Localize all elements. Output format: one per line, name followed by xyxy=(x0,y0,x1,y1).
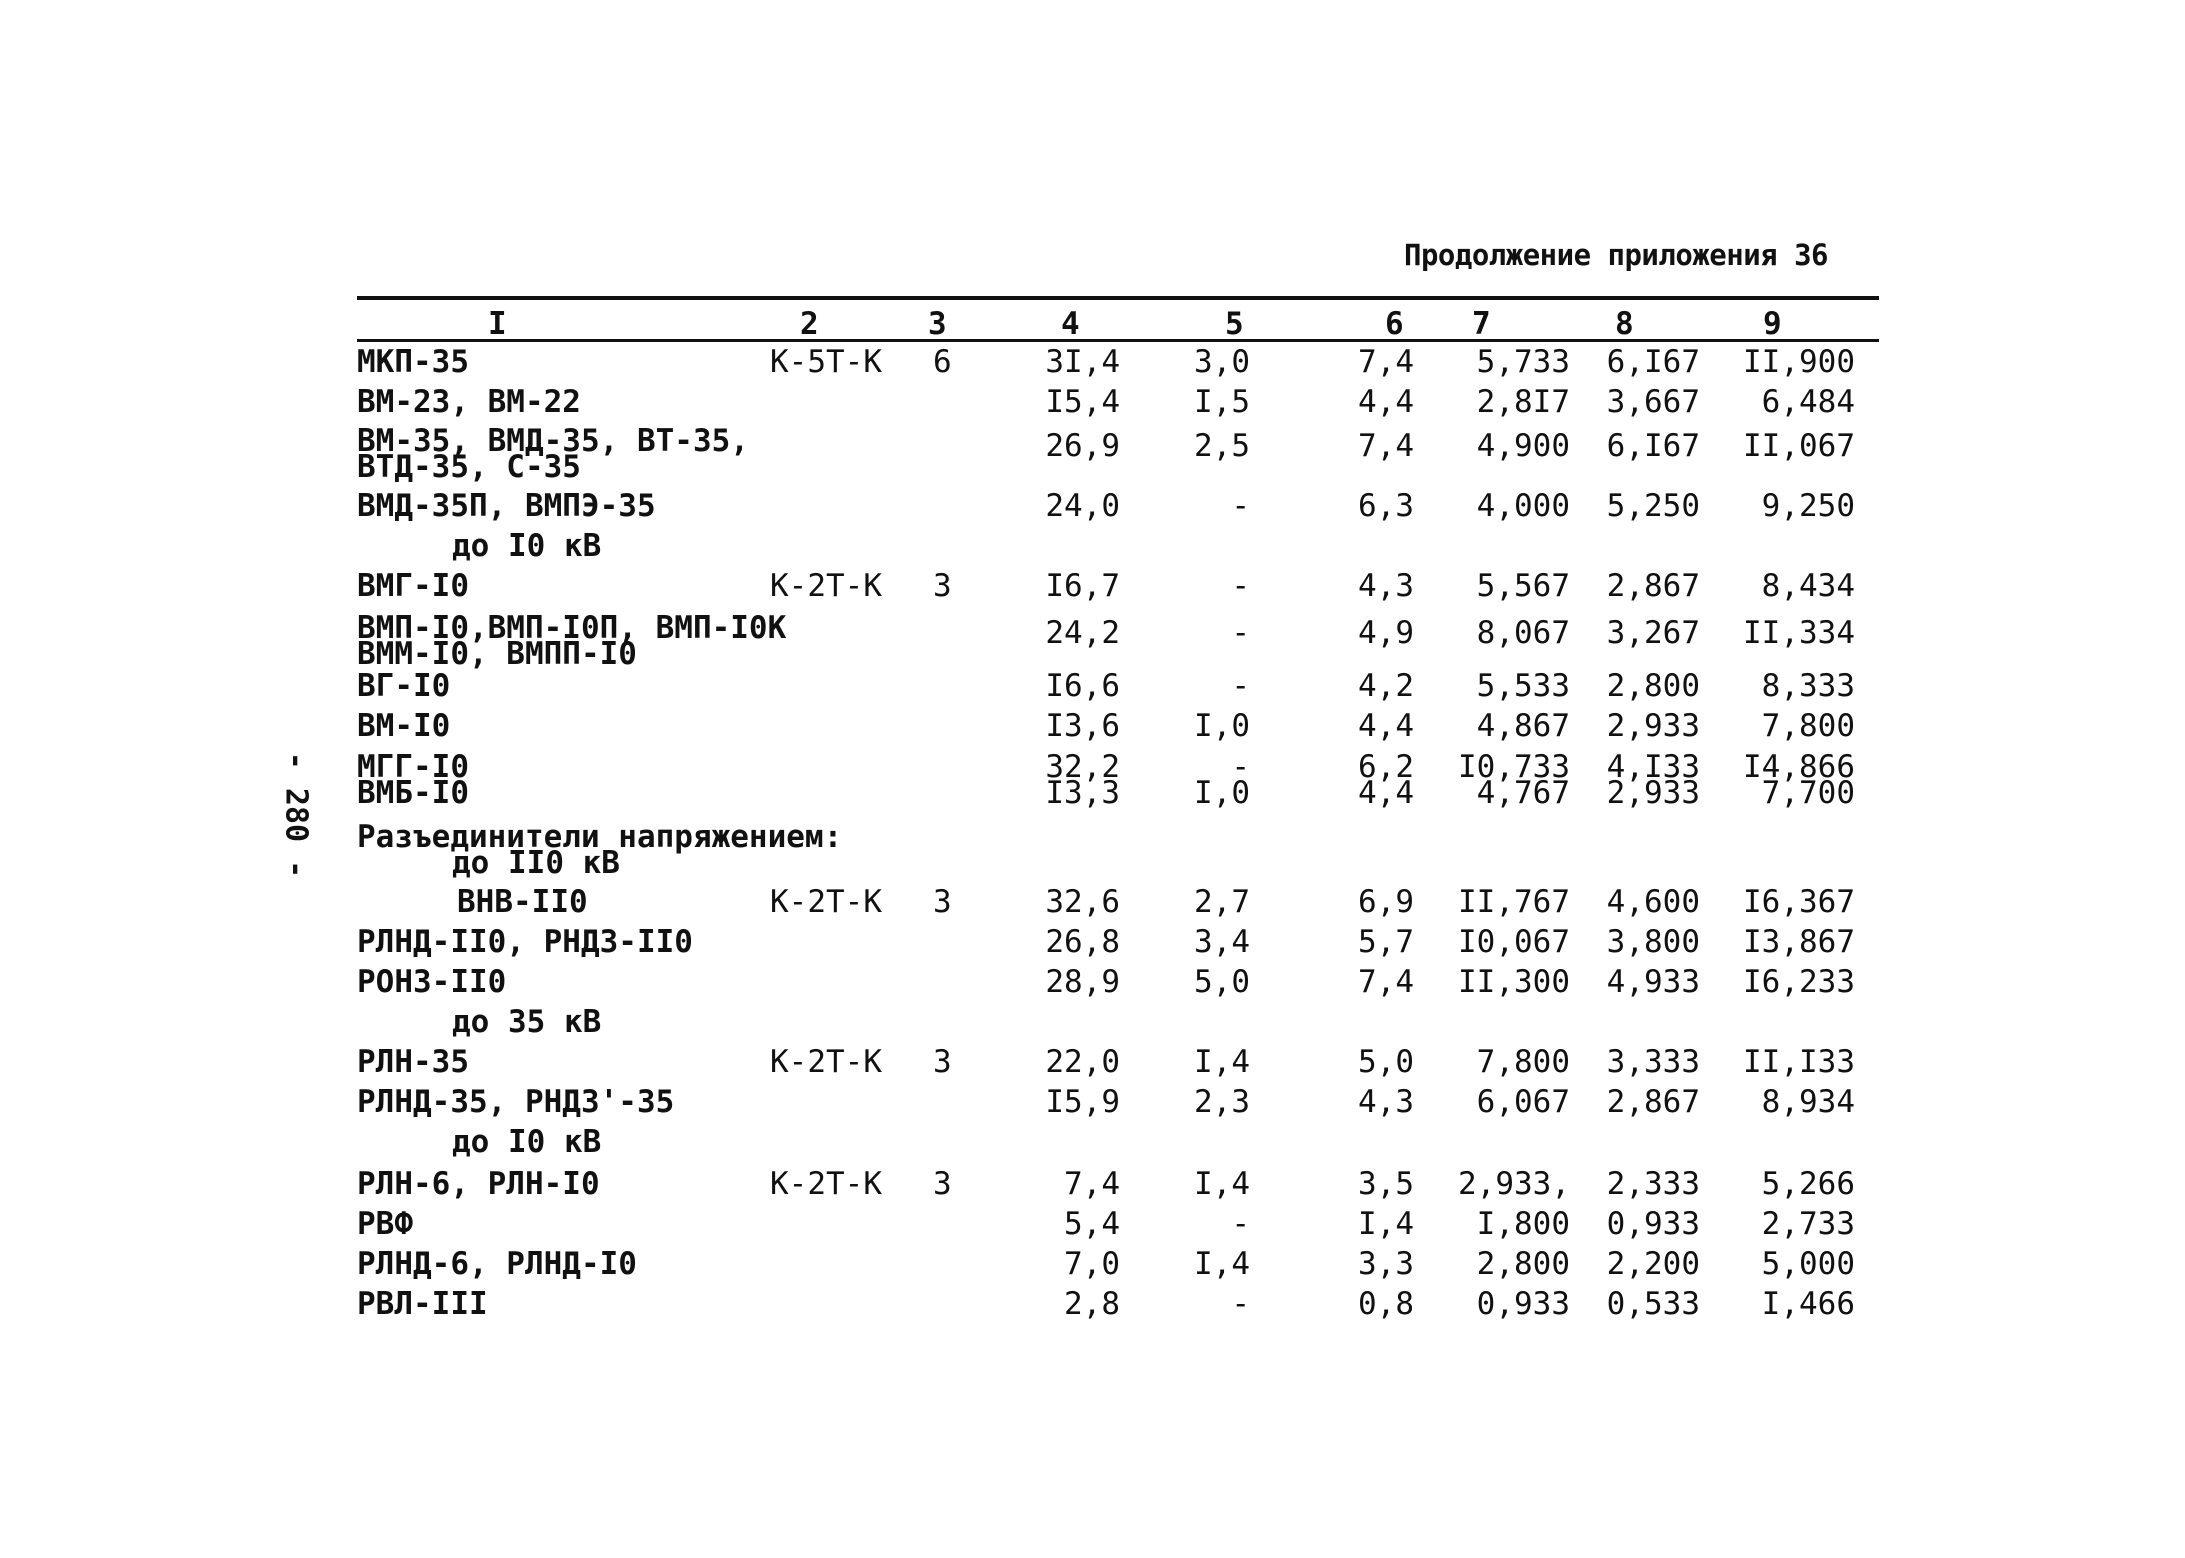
header-col-6: 6 xyxy=(1385,306,1404,342)
cell-unit: К-2Т-К xyxy=(770,568,882,604)
cell-col6: 3,5 xyxy=(1358,1166,1414,1202)
cell-col6: 4,2 xyxy=(1358,668,1414,704)
table-row xyxy=(0,528,2185,572)
cell-col6: 5,7 xyxy=(1358,924,1414,960)
cell-col5: 2,5 xyxy=(1194,428,1250,464)
table-row xyxy=(0,668,2185,712)
table-row xyxy=(0,488,2185,532)
cell-col9: 5,266 xyxy=(1761,1166,1855,1202)
cell-col5: 5,0 xyxy=(1194,964,1250,1000)
cell-col9: II,334 xyxy=(1743,615,1855,651)
cell-unit: К-5Т-К xyxy=(770,344,882,380)
cell-col5: - xyxy=(1231,668,1250,704)
cell-col4: 32,2 I3,3 xyxy=(1045,749,1120,811)
cell-col6: 6,9 xyxy=(1358,884,1414,920)
table-row xyxy=(0,819,2185,881)
table-row xyxy=(0,1246,2185,1290)
cell-col6: I,4 xyxy=(1358,1206,1414,1242)
cell-col9: 8,934 xyxy=(1761,1084,1855,1120)
cell-col9: 8,434 xyxy=(1761,568,1855,604)
cell-col7: 2,800 xyxy=(1476,1246,1570,1282)
table-row xyxy=(0,708,2185,752)
cell-col7: I,800 xyxy=(1476,1206,1570,1242)
cell-col6: 6,3 xyxy=(1358,488,1414,524)
cell-col7: 5,733 xyxy=(1476,344,1570,380)
cell-col4: 24,0 xyxy=(1045,488,1120,524)
cell-unit: К-2Т-К xyxy=(770,884,882,920)
cell-col5: 3,4 xyxy=(1194,924,1250,960)
header-col-4: 4 xyxy=(1061,306,1080,342)
cell-col7: II,767 xyxy=(1458,884,1570,920)
header-col-2: 2 xyxy=(800,306,819,342)
cell-type: МКП-35 xyxy=(357,344,469,380)
cell-col8: 3,333 xyxy=(1606,1044,1700,1080)
cell-col7: 8,067 xyxy=(1476,615,1570,651)
cell-col9: I,466 xyxy=(1761,1286,1855,1322)
cell-col7: I0,733 4,767 xyxy=(1458,749,1570,811)
cell-col4: 22,0 xyxy=(1045,1044,1120,1080)
cell-col5: - xyxy=(1231,1286,1250,1322)
table-row xyxy=(0,423,2185,485)
cell-type xyxy=(357,819,843,881)
cell-type: РЛН-6, РЛН-I0 xyxy=(357,1166,600,1202)
table-row xyxy=(0,1286,2185,1330)
cell-col9: 2,733 xyxy=(1761,1206,1855,1242)
cell-type: РВЛ-III xyxy=(357,1286,488,1322)
table-row xyxy=(0,964,2185,1008)
cell-count: 3 xyxy=(933,884,952,920)
cell-type: до 35 кВ xyxy=(452,1004,602,1040)
cell-col9: 8,333 xyxy=(1761,668,1855,704)
table-row xyxy=(0,924,2185,968)
cell-col7: 2,8I7 xyxy=(1476,384,1570,420)
cell-col4: 26,8 xyxy=(1045,924,1120,960)
header-col-3: 3 xyxy=(928,306,947,342)
cell-type: РЛНД-6, РЛНД-I0 xyxy=(357,1246,637,1282)
cell-type: ВНВ-II0 xyxy=(457,884,588,920)
cell-col9: I4,866 7,700 xyxy=(1743,749,1855,811)
table-row xyxy=(0,1084,2185,1128)
cell-col8: 2,933 xyxy=(1606,708,1700,744)
table-row xyxy=(0,610,2185,672)
header-col-8: 8 xyxy=(1615,306,1634,342)
cell-col7: 0,933 xyxy=(1476,1286,1570,1322)
cell-col4: I3,6 xyxy=(1045,708,1120,744)
cell-col6: 7,4 xyxy=(1358,344,1414,380)
cell-col4: 32,6 xyxy=(1045,884,1120,920)
cell-type: РЛНД-II0, РНДЗ-II0 xyxy=(357,924,693,960)
cell-col5: I,4 xyxy=(1194,1044,1250,1080)
cell-col6: 4,3 xyxy=(1358,568,1414,604)
cell-col5: I,4 xyxy=(1194,1166,1250,1202)
table-row xyxy=(0,884,2185,928)
cell-col8: 2,867 xyxy=(1606,1084,1700,1120)
table-top-rule xyxy=(357,296,1879,300)
header-col-1: I xyxy=(488,306,507,342)
cell-col9: I6,233 xyxy=(1743,964,1855,1000)
table-row xyxy=(0,1044,2185,1088)
cell-col4: I6,6 xyxy=(1045,668,1120,704)
cell-col8: 4,I33 2,933 xyxy=(1606,749,1700,811)
cell-col4: 26,9 xyxy=(1045,428,1120,464)
cell-col5: - xyxy=(1231,488,1250,524)
cell-col9: II,I33 xyxy=(1743,1044,1855,1080)
cell-unit: К-2Т-К xyxy=(770,1044,882,1080)
cell-col9: 5,000 xyxy=(1761,1246,1855,1282)
cell-col4: 7,0 xyxy=(1064,1246,1120,1282)
cell-col5: - xyxy=(1231,1206,1250,1242)
cell-col4: I6,7 xyxy=(1045,568,1120,604)
cell-col6: 4,4 xyxy=(1358,384,1414,420)
cell-col9: II,067 xyxy=(1743,428,1855,464)
cell-type: до I0 кВ xyxy=(452,1124,602,1160)
cell-col4: 3I,4 xyxy=(1045,344,1120,380)
table-row xyxy=(0,384,2185,428)
cell-count: 3 xyxy=(933,1044,952,1080)
cell-col7: 2,933, xyxy=(1458,1166,1570,1202)
cell-col8: 6,I67 xyxy=(1606,428,1700,464)
cell-col6: 7,4 xyxy=(1358,964,1414,1000)
cell-count: 3 xyxy=(933,568,952,604)
table-row xyxy=(0,1004,2185,1048)
header-col-9: 9 xyxy=(1763,306,1782,342)
cell-col9: 9,250 xyxy=(1761,488,1855,524)
cell-col5: - I,0 xyxy=(1194,749,1250,811)
page-number: - 280 - xyxy=(278,751,314,879)
cell-col8: 6,I67 xyxy=(1606,344,1700,380)
cell-count: 6 xyxy=(933,344,952,380)
table-row xyxy=(0,1166,2185,1210)
cell-type: до I0 кВ xyxy=(452,528,602,564)
cell-col4: 24,2 xyxy=(1045,615,1120,651)
cell-col7: 6,067 xyxy=(1476,1084,1570,1120)
cell-col9: II,900 xyxy=(1743,344,1855,380)
cell-type: РЛН-35 xyxy=(357,1044,469,1080)
cell-col7: 4,900 xyxy=(1476,428,1570,464)
cell-col5: 3,0 xyxy=(1194,344,1250,380)
cell-col7: I0,067 xyxy=(1458,924,1570,960)
cell-col4: 28,9 xyxy=(1045,964,1120,1000)
cell-type: ВМП-I0,ВМП-I0П, ВМП-I0К ВММ-I0, ВМПП-I0 xyxy=(357,610,787,672)
continuation-caption: Продолжение приложения 36 xyxy=(1404,238,1828,272)
cell-col8: 5,250 xyxy=(1606,488,1700,524)
cell-col8: 2,867 xyxy=(1606,568,1700,604)
cell-col6: 7,4 xyxy=(1358,428,1414,464)
cell-col8: 2,800 xyxy=(1606,668,1700,704)
cell-col6: 4,4 xyxy=(1358,708,1414,744)
cell-unit: К-2Т-К xyxy=(770,1166,882,1202)
cell-type: РВФ xyxy=(357,1206,413,1242)
table-header-rule xyxy=(357,339,1879,342)
cell-col8: 2,200 xyxy=(1606,1246,1700,1282)
cell-col8: 4,600 xyxy=(1606,884,1700,920)
header-col-7: 7 xyxy=(1472,306,1491,342)
cell-col6: 5,0 xyxy=(1358,1044,1414,1080)
table-row xyxy=(0,344,2185,388)
table-row xyxy=(0,749,2185,811)
table-row xyxy=(0,1206,2185,1250)
cell-col7: 5,533 xyxy=(1476,668,1570,704)
cell-col5: - xyxy=(1231,568,1250,604)
cell-col7: 5,567 xyxy=(1476,568,1570,604)
cell-col9: 6,484 xyxy=(1761,384,1855,420)
cell-col7: 4,000 xyxy=(1476,488,1570,524)
cell-col4: 7,4 xyxy=(1064,1166,1120,1202)
cell-type: ВГ-I0 xyxy=(357,668,451,704)
cell-col6: 0,8 xyxy=(1358,1286,1414,1322)
cell-type: ВМ-35, ВМД-35, ВТ-35, ВТД-35, С-35 xyxy=(357,423,749,485)
cell-col8: 2,333 xyxy=(1606,1166,1700,1202)
cell-col5: I,5 xyxy=(1194,384,1250,420)
cell-col8: 0,533 xyxy=(1606,1286,1700,1322)
cell-col4: 2,8 xyxy=(1064,1286,1120,1322)
cell-type: РОНЗ-II0 xyxy=(357,964,507,1000)
cell-col9: I6,367 xyxy=(1743,884,1855,920)
cell-col5: 2,7 xyxy=(1194,884,1250,920)
cell-col4: 5,4 xyxy=(1064,1206,1120,1242)
cell-col7: 7,800 xyxy=(1476,1044,1570,1080)
cell-type: МГГ-I0 ВМБ-I0 xyxy=(357,749,469,811)
cell-col8: 3,800 xyxy=(1606,924,1700,960)
cell-col8: 3,267 xyxy=(1606,615,1700,651)
cell-type: ВМ-23, ВМ-22 xyxy=(357,384,581,420)
cell-col5: - xyxy=(1231,615,1250,651)
cell-col4: I5,4 xyxy=(1045,384,1120,420)
cell-type: ВМГ-I0 xyxy=(357,568,469,604)
cell-col6: 4,3 xyxy=(1358,1084,1414,1120)
cell-col8: 0,933 xyxy=(1606,1206,1700,1242)
cell-col9: 7,800 xyxy=(1761,708,1855,744)
cell-col6: 6,2 4,4 xyxy=(1358,749,1414,811)
table-row xyxy=(0,568,2185,612)
cell-col4: I5,9 xyxy=(1045,1084,1120,1120)
cell-type: РЛНД-35, РНДЗ'-35 xyxy=(357,1084,675,1120)
header-col-5: 5 xyxy=(1225,306,1244,342)
cell-col5: 2,3 xyxy=(1194,1084,1250,1120)
cell-col9: I3,867 xyxy=(1743,924,1855,960)
cell-type: ВМД-35П, ВМПЭ-35 xyxy=(357,488,656,524)
cell-col7: 4,867 xyxy=(1476,708,1570,744)
cell-col6: 3,3 xyxy=(1358,1246,1414,1282)
section-heading: Разъединители напряжением: xyxy=(357,819,843,855)
cell-col6: 4,9 xyxy=(1358,615,1414,651)
cell-type: ВМ-I0 xyxy=(357,708,451,744)
cell-col7: II,300 xyxy=(1458,964,1570,1000)
cell-col8: 3,667 xyxy=(1606,384,1700,420)
table-row xyxy=(0,1124,2185,1168)
cell-col8: 4,933 xyxy=(1606,964,1700,1000)
cell-col5: I,0 xyxy=(1194,708,1250,744)
cell-col5: I,4 xyxy=(1194,1246,1250,1282)
cell-count: 3 xyxy=(933,1166,952,1202)
subsection-heading: до II0 кВ xyxy=(452,845,620,881)
